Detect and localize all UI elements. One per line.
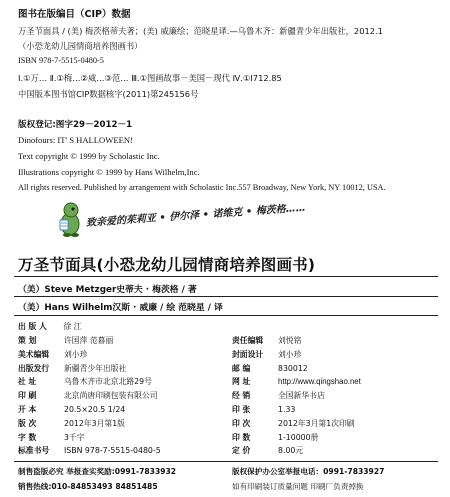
pub-left-value: ISBN 978-7-5515-0480-5 — [64, 446, 161, 456]
pub-right-row — [232, 335, 301, 346]
pub-right-value: 刘小珍 — [278, 349, 302, 359]
pub-left-row — [18, 335, 113, 346]
pub-left-label: 印 刷 — [18, 391, 37, 401]
publisher-row — [18, 321, 81, 332]
pub-left-row — [18, 445, 161, 456]
title-rule — [14, 276, 438, 277]
pub-right-label: 封面设计 — [232, 349, 264, 359]
pub-right-label: 邮 编 — [232, 363, 251, 373]
pub-left-row — [18, 404, 125, 415]
rights-statement: All rights reserved. Published by arrangement with Scholastic Inc.557 Broadway, New York, NY 10012, USA. — [18, 183, 386, 192]
author-rule — [14, 296, 438, 297]
pub-left-label: 策 划 — [18, 336, 37, 345]
text-copyright: Text copyright © 1999 by Scholastic Inc. — [18, 151, 160, 161]
publisher-label: 出 版 人 — [18, 322, 47, 331]
cip-heading: 图书在版编目（CIP）数据 — [18, 9, 131, 20]
pub-left-label: 版 次 — [18, 418, 37, 428]
author-credit: （美）Steve Metzger史蒂夫 · 梅茨格 / 著 — [18, 285, 197, 295]
pub-right-row — [232, 418, 355, 429]
pub-right-label: 责任编辑 — [232, 336, 264, 345]
pub-left-value: 许国萍 范暮丽 — [64, 336, 114, 345]
cip-line-1: 万圣节面具 / (美) 梅茨格蒂夫著；(美) 威廉绘；范晓星译.—乌鲁木齐：新疆青少年出版社，2012.1 — [18, 26, 383, 36]
pub-right-row — [232, 432, 318, 443]
pub-left-value: 20.5×20.5 1/24 — [64, 405, 126, 414]
pub-left-label: 社 址 — [18, 377, 37, 387]
pub-right-label: 网 址 — [232, 377, 251, 387]
pub-left-label: 美术编辑 — [18, 349, 50, 359]
pub-right-row — [232, 349, 301, 360]
pub-left-value: 新疆青少年出版社 — [64, 363, 127, 373]
piracy-report-phone: 制售盗版必究 举报查实奖励:0991-7833932 — [18, 467, 177, 476]
pub-right-label: 印 次 — [232, 418, 251, 428]
credit-rule — [14, 315, 438, 316]
original-title: Dinofours: IT' S HALLOWEEN! — [18, 135, 133, 145]
cip-line-isbn: ISBN 978-7-5515-0480-5 — [18, 56, 104, 65]
pub-right-value: 刘悦铭 — [278, 336, 302, 345]
pub-left-row — [18, 376, 152, 387]
pub-left-value: 2012年3月第1版 — [64, 418, 125, 428]
pub-right-value: 8.00元 — [278, 446, 304, 456]
pub-right-label: 印 张 — [232, 405, 251, 414]
pub-right-value: 1.33 — [278, 405, 296, 414]
publisher-value: 徐 江 — [63, 322, 82, 331]
pub-right-value: 2012年3月第1次印刷 — [278, 418, 355, 428]
dinosaur-illustration-icon — [56, 200, 86, 238]
pub-right-value: 全国新华书店 — [278, 391, 325, 401]
pub-right-label: 经 销 — [232, 391, 251, 401]
pub-right-value: 830012 — [278, 363, 308, 373]
pub-left-value: 乌鲁木齐市北京北路29号 — [64, 377, 152, 387]
pub-left-label: 标准书号 — [18, 446, 50, 456]
dedication-text: 致亲爱的茱莉亚 • 伊尔泽 • 诺维克 • 梅茨格…… — [85, 202, 307, 229]
rights-office-phone: 版权保护办公室举报电话：0991-7833927 — [232, 467, 385, 476]
pub-left-value: 刘小珍 — [64, 349, 88, 359]
sales-hotline: 销售热线:010-84853493 84851485 — [18, 482, 158, 491]
cip-line-2: （小恐龙幼儿园情商培养图画书） — [18, 41, 143, 51]
pub-right-row — [232, 363, 308, 374]
book-title: 万圣节面具(小恐龙幼儿园情商培养图画书) — [18, 256, 316, 274]
pub-left-row — [18, 363, 126, 374]
pub-left-value: 北京尚唐印刷包装有限公司 — [64, 391, 158, 401]
pub-left-row — [18, 349, 87, 360]
copyright-registration: 版权登记:图字29－2012－1 — [18, 120, 133, 130]
cip-line-record: 中国版本图书馆CIP数据核字(2011)第245156号 — [18, 89, 199, 99]
pub-left-row — [18, 390, 158, 401]
cip-line-classification: Ⅰ.①万… Ⅱ.①梅…②威…③范… Ⅲ.①图画故事－美国－现代 Ⅳ.①I712.85 — [18, 73, 282, 83]
illustrator-credit: （美）Hans Wilhelm汉斯 · 威廉 / 绘 范晓星 / 译 — [18, 303, 223, 313]
pub-left-label: 出版发行 — [18, 363, 50, 373]
pub-right-label: 定 价 — [232, 446, 251, 456]
pub-right-value[interactable]: http://www.qingshao.net — [278, 377, 361, 387]
footer-rule — [14, 461, 438, 462]
pub-right-label: 印 数 — [232, 432, 251, 442]
pub-right-row — [232, 404, 295, 415]
pub-left-row — [18, 432, 85, 443]
illustration-copyright: Illustrations copyright © 1999 by Hans Wilhelm,Inc. — [18, 167, 200, 177]
pub-right-value: 1-10000册 — [278, 432, 319, 442]
pub-right-row — [232, 390, 325, 401]
pub-left-row — [18, 418, 125, 429]
dedication-area — [56, 200, 356, 238]
pub-left-label: 字 数 — [18, 432, 37, 442]
pub-right-row — [232, 376, 361, 387]
pub-left-label: 开 本 — [18, 405, 37, 414]
pub-right-row — [232, 445, 303, 456]
quality-notice: 如有印刷装订质量问题 印刷厂负责掉换 — [232, 482, 364, 491]
pub-left-value: 3千字 — [64, 432, 85, 442]
